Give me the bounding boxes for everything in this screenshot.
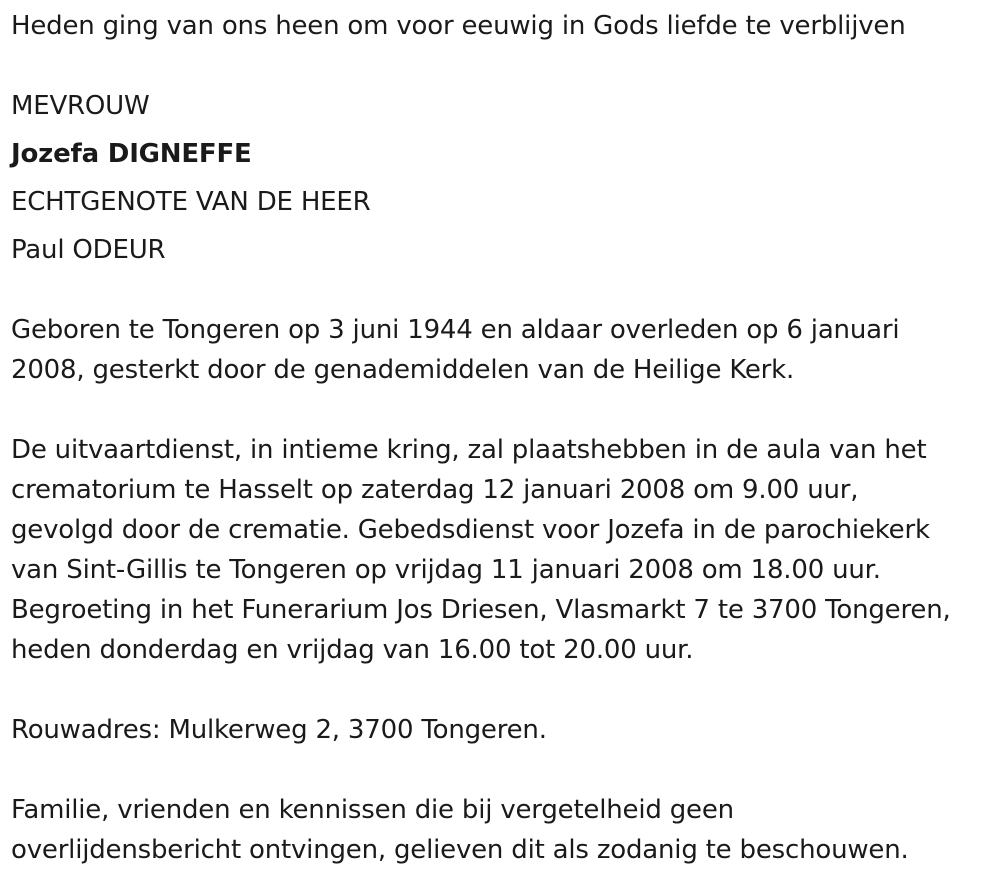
paragraph-line: Familie, vrienden en kennissen die bij vergetelheid geen bbox=[11, 795, 734, 825]
address-paragraph bbox=[11, 710, 547, 750]
paragraph-line: gevolgd door de crematie. Gebedsdienst voor Jozefa in de parochiekerk bbox=[11, 515, 930, 545]
intro-text: Heden ging van ons heen om voor eeuwig in Gods liefde te verblijven bbox=[11, 11, 906, 41]
service-paragraph bbox=[11, 430, 951, 670]
birth-death-paragraph bbox=[11, 310, 899, 390]
closing-paragraph bbox=[11, 790, 909, 870]
paragraph-line: Geboren te Tongeren op 3 juni 1944 en aldaar overleden op 6 januari bbox=[11, 315, 900, 345]
paragraph-line: 2008, gesterkt door de genademiddelen van de Heilige Kerk. bbox=[11, 355, 795, 385]
title-text: MEVROUW bbox=[11, 91, 150, 121]
paragraph-line: van Sint-Gillis te Tongeren op vrijdag 11 januari 2008 om 18.00 uur. bbox=[11, 555, 881, 585]
paragraph-line: crematorium te Hasselt op zaterdag 12 januari 2008 om 9.00 uur, bbox=[11, 475, 859, 505]
address-text: Rouwadres: Mulkerweg 2, 3700 Tongeren. bbox=[11, 715, 547, 745]
spouse-name: Paul ODEUR bbox=[11, 235, 166, 265]
paragraph-line: De uitvaartdienst, in intieme kring, zal plaatshebben in de aula van het bbox=[11, 435, 927, 465]
paragraph-line: overlijdensbericht ontvingen, gelieven dit als zodanig te beschouwen. bbox=[11, 835, 909, 865]
paragraph-line: heden donderdag en vrijdag van 16.00 tot 20.00 uur. bbox=[11, 635, 694, 665]
paragraph-line: Begroeting in het Funerarium Jos Driesen, Vlasmarkt 7 te 3700 Tongeren, bbox=[11, 595, 951, 625]
relation-text: ECHTGENOTE VAN DE HEER bbox=[11, 187, 371, 217]
deceased-name: Jozefa DIGNEFFE bbox=[11, 139, 252, 169]
